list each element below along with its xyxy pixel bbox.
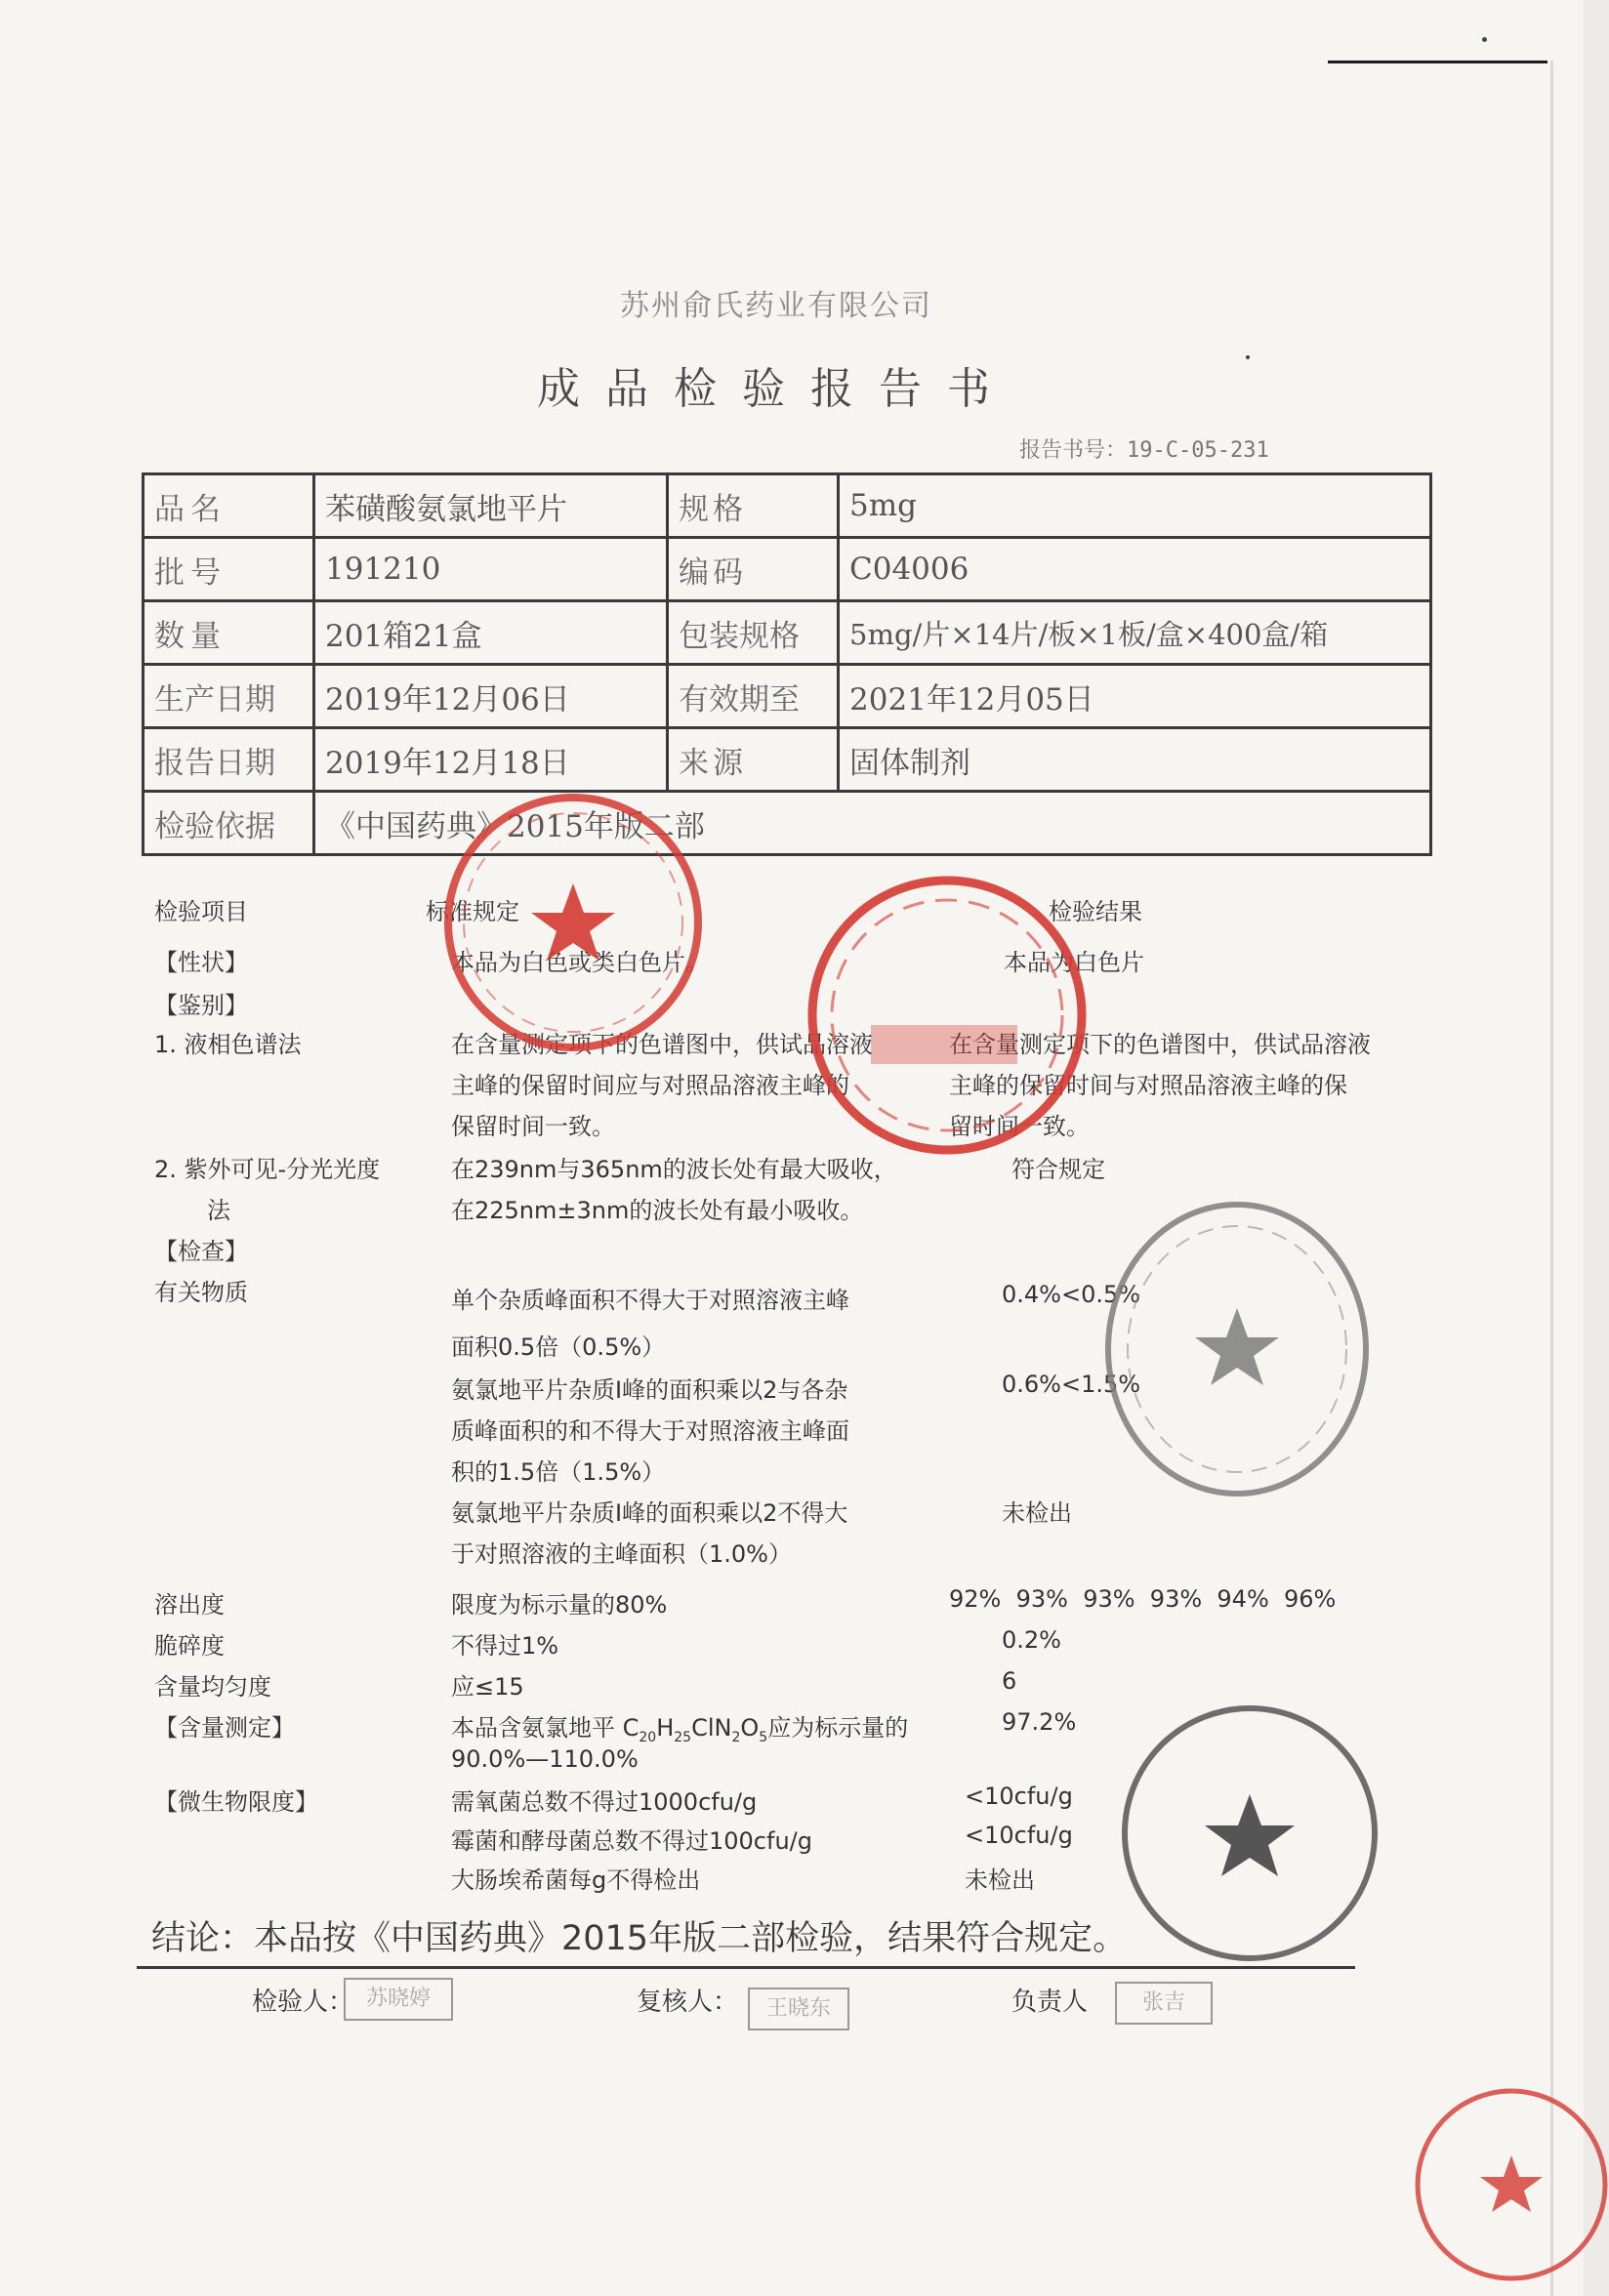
standard-related-line: 单个杂质峰面积不得大于对照溶液主峰: [451, 1287, 849, 1314]
item-appearance: 【性状】: [154, 949, 248, 976]
assay-text: 应为标示量的: [767, 1714, 909, 1742]
reviewer-label: 复核人：: [637, 1988, 739, 2017]
table-value: 2019年12月06日: [314, 665, 668, 728]
table-value: C04006: [839, 538, 1431, 601]
standard-related-line: 氨氯地平片杂质Ⅰ峰的面积乘以2与各杂: [451, 1376, 848, 1404]
table-row: [144, 601, 1431, 665]
table-label: 批号: [144, 538, 314, 601]
table-label: 品名: [144, 474, 314, 538]
table-label: 检验依据: [144, 792, 314, 855]
standard-assay: [451, 1708, 908, 1745]
standard-related-line: 质峰面积的和不得大于对照溶液主峰面: [451, 1417, 849, 1445]
table-row: [144, 665, 1431, 728]
header-test-item: 检验项目: [154, 898, 248, 925]
formula-subscript: 5: [759, 1729, 768, 1745]
formula-element: H: [656, 1714, 675, 1742]
result-uniformity: 6: [1002, 1667, 1017, 1695]
result-appearance: 本品为白色片: [1004, 949, 1144, 976]
standard-assay-range: 90.0%—110.0%: [451, 1745, 639, 1773]
formula-element: ClN: [691, 1714, 732, 1742]
formula-subscript: 20: [639, 1729, 657, 1745]
report-number: 报告书号：19-C-05-231: [1019, 438, 1269, 463]
table-value: 2019年12月18日: [314, 728, 668, 792]
standard-hplc-line: 在含量测定项下的色谱图中，供试品溶液: [451, 1031, 873, 1058]
table-row: [144, 728, 1431, 792]
formula-subscript: 2: [731, 1729, 741, 1745]
standard-uv-line: 在239nm与365nm的波长处有最大吸收，: [451, 1156, 897, 1183]
standard-microbial: 霉菌和酵母菌总数不得过100cfu/g: [451, 1827, 812, 1855]
manager-signature: 张吉: [1115, 1982, 1213, 2025]
table-value: 《中国药典》2015年版二部: [314, 792, 1431, 855]
red-seal-stamp: [1404, 2077, 1609, 2296]
result-hplc-line: 主峰的保留时间与对照品溶液主峰的保: [949, 1072, 1347, 1099]
scan-speck: [1482, 37, 1487, 42]
item-assay: 【含量测定】: [154, 1714, 295, 1742]
item-microbial: 【微生物限度】: [154, 1788, 318, 1816]
result-hplc-line: 留时间一致。: [949, 1113, 1090, 1140]
result-friability: 0.2%: [1002, 1626, 1061, 1654]
result-related: 0.6%<1.5%: [1002, 1371, 1141, 1398]
standard-uv-line: 在225nm±3nm的波长处有最小吸收。: [451, 1197, 864, 1224]
table-label: 有效期至: [668, 665, 839, 728]
result-related: 未检出: [1002, 1499, 1072, 1527]
result-microbial: <10cfu/g: [965, 1822, 1073, 1849]
standard-uniformity: 应≤15: [451, 1673, 524, 1701]
standard-hplc-line: 保留时间一致。: [451, 1113, 615, 1140]
result-related: 0.4%<0.5%: [1002, 1281, 1141, 1308]
table-value: 5mg/片×14片/板×1板/盒×400盒/箱: [839, 601, 1431, 665]
standard-related-line: 积的1.5倍（1.5%）: [451, 1458, 666, 1486]
result-assay: 97.2%: [1002, 1708, 1077, 1736]
result-hplc-line: 在含量测定项下的色谱图中，供试品溶液: [949, 1031, 1371, 1058]
standard-microbial: 大肠埃希菌每g不得检出: [451, 1866, 701, 1894]
item-uv-cont: 法: [207, 1197, 230, 1224]
product-info-table: [142, 472, 1432, 856]
gray-seal-stamp: [1095, 1193, 1379, 1505]
red-seal-stamp: [432, 781, 715, 1064]
table-label: 生产日期: [144, 665, 314, 728]
table-value: 2021年12月05日: [839, 665, 1431, 728]
result-uv: 符合规定: [1011, 1156, 1105, 1183]
item-friability: 脆碎度: [154, 1632, 225, 1660]
table-label: 数量: [144, 601, 314, 665]
table-value: 201箱21盒: [314, 601, 668, 665]
table-row: [144, 474, 1431, 538]
assay-text: 本品含氨氯地平 C: [451, 1714, 639, 1742]
item-identification: 【鉴别】: [154, 992, 248, 1019]
standard-appearance: 本品为白色或类白色片。: [451, 949, 709, 976]
standard-hplc-line: 主峰的保留时间应与对照品溶液主峰的: [451, 1072, 849, 1099]
table-label: 来源: [668, 728, 839, 792]
table-row: [144, 538, 1431, 601]
formula-subscript: 25: [674, 1729, 692, 1745]
table-label: 编码: [668, 538, 839, 601]
header-standard: 标准规定: [426, 898, 519, 925]
manager-label: 负责人: [1011, 1988, 1089, 2017]
standard-related-line: 于对照溶液的主峰面积（1.0%）: [451, 1540, 792, 1568]
table-value: 固体制剂: [839, 728, 1431, 792]
table-label: 报告日期: [144, 728, 314, 792]
table-value: 191210: [314, 538, 668, 601]
gray-seal-stamp: [1113, 1697, 1386, 1970]
red-seal-stamp: [801, 869, 1093, 1162]
standard-microbial: 需氧菌总数不得过1000cfu/g: [451, 1788, 758, 1816]
formula-element: O: [740, 1714, 760, 1742]
table-label: 规格: [668, 474, 839, 538]
standard-dissolution: 限度为标示量的80%: [451, 1591, 668, 1619]
company-name: 苏州俞氏药业有限公司: [620, 289, 932, 323]
inspector-signature: 苏晓婷: [344, 1978, 453, 2021]
item-hplc: 1. 液相色谱法: [154, 1031, 302, 1058]
scan-margin: [1584, 0, 1609, 2296]
result-microbial: 未检出: [965, 1866, 1035, 1894]
item-inspection: 【检查】: [154, 1238, 248, 1265]
standard-friability: 不得过1%: [451, 1632, 559, 1660]
item-uv: 2. 紫外可见-分光光度: [154, 1156, 381, 1183]
table-label: 包装规格: [668, 601, 839, 665]
table-value: 苯磺酸氨氯地平片: [314, 474, 668, 538]
item-related-substances: 有关物质: [154, 1279, 248, 1306]
result-microbial: <10cfu/g: [965, 1783, 1073, 1810]
item-uniformity: 含量均匀度: [154, 1673, 271, 1701]
item-dissolution: 溶出度: [154, 1591, 225, 1619]
scan-edge: [1328, 61, 1547, 63]
standard-related-line: 面积0.5倍（0.5%）: [451, 1333, 666, 1361]
conclusion: 结论：本品按《中国药典》2015年版二部检验，结果符合规定。: [151, 1919, 1128, 1958]
table-value: 5mg: [839, 474, 1431, 538]
page-title: 成品检验报告书: [537, 364, 1015, 414]
reviewer-signature: 王晓东: [748, 1988, 849, 2030]
result-dissolution: 92% 93% 93% 93% 94% 96%: [949, 1585, 1337, 1613]
header-result: 检验结果: [1049, 898, 1142, 925]
inspector-label: 检验人：: [252, 1988, 354, 2017]
table-row: [144, 792, 1431, 855]
standard-related-line: 氨氯地平片杂质Ⅰ峰的面积乘以2不得大: [451, 1499, 848, 1527]
